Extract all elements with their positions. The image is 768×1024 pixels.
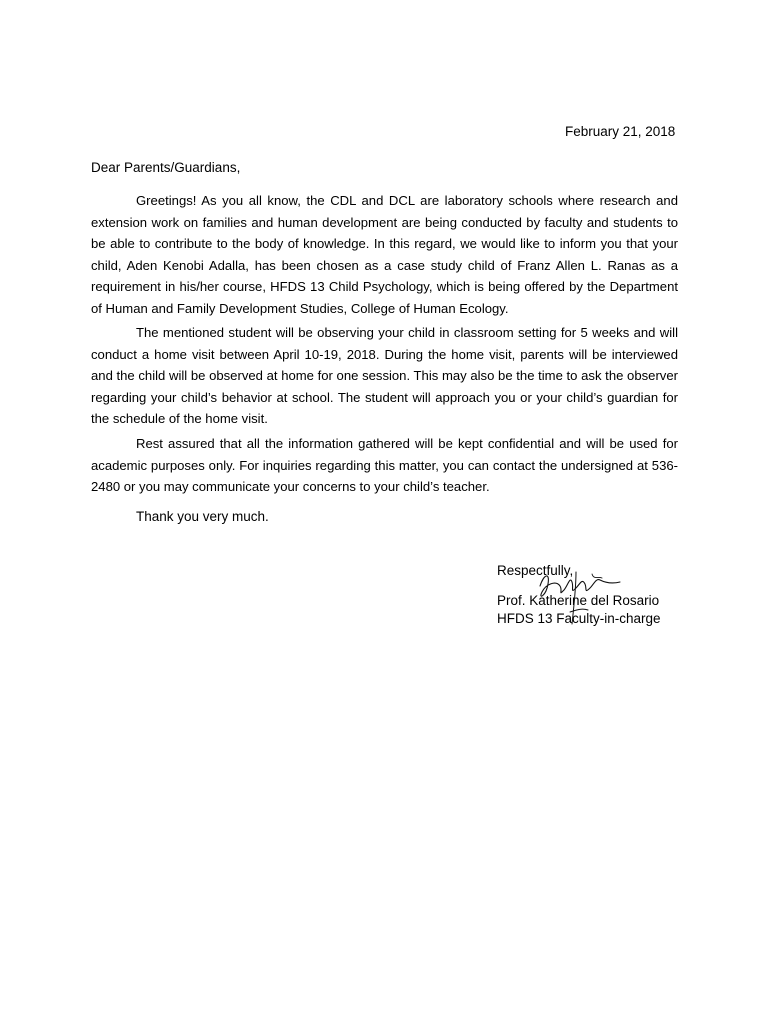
body-paragraph-3: [91, 433, 678, 498]
salutation: Dear Parents/Guardians,: [91, 160, 241, 175]
paragraph-text: The mentioned student will be observing your child in classroom setting for 5 weeks and will conduct a home visit between April 10-19, 2018. During the home visit, parents will be interviewed and the child will be observed at home for one session. This may also be the time to ask the observer regarding your child’s behavior at school. The student will approach you or your child’s guardian for the schedule of the home visit.: [91, 325, 678, 426]
signer-name: Prof. Katherine del Rosario: [497, 593, 660, 608]
letter-date: February 21, 2018: [565, 124, 676, 139]
signer-title: HFDS 13 Faculty-in-charge: [497, 611, 661, 626]
body-paragraph-2: [91, 322, 678, 430]
paragraph-text: Rest assured that all the information gathered will be kept confidential and will be used for academic purposes only. For inquiries regarding this matter, you can contact the undersigned at 536-2480 or you may communicate your concerns to your child’s teacher.: [91, 436, 678, 494]
body-paragraph-1: [91, 190, 678, 319]
paragraph-text: Greetings! As you all know, the CDL and DCL are laboratory schools where research and extension work on families and human development are being conducted by faculty and students to be able to contribute to the body of knowledge. In this regard, we would like to inform you that your child, Aden Kenobi Adalla, has been chosen as a case study child of Franz Allen L. Ranas as a requirement in his/her course, HFDS 13 Child Psychology, which is being offered by the Department of Human and Family Development Studies, College of Human Ecology.: [91, 193, 678, 316]
closing-line: Thank you very much.: [136, 509, 269, 524]
signature-block: [497, 562, 661, 628]
valediction: Respectfully,: [497, 563, 574, 578]
